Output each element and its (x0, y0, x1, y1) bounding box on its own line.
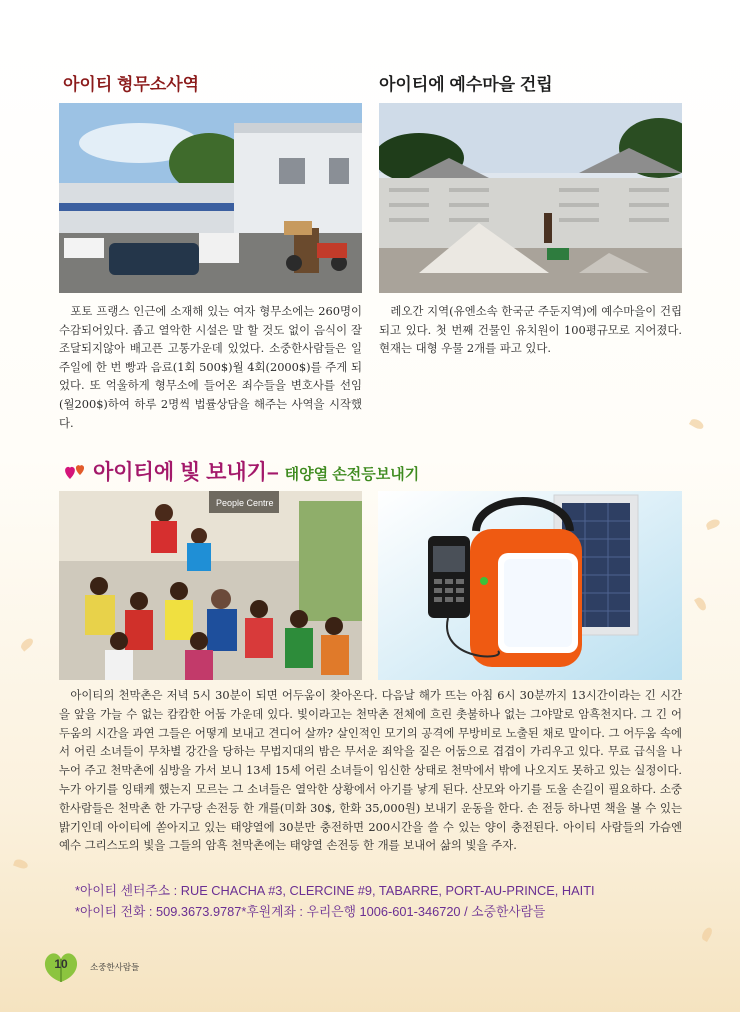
village-section-title: 아이티에 예수마을 건립 (379, 75, 553, 94)
light-section-text: 아이티의 천막촌은 저녁 5시 30분이 되면 어두움이 찾아온다. 다음날 해가 뜨는 아침 6시 30분까지 13시간이라는 긴 시간을 앞을 가늘 수 없는 캄캄한 어둠 가운데 있다. 빛이라고는 천막촌 전체에 흐린 촛불하나 없는 그야말로 암흑천지다. 그 긴 어두움의 시간을 과연 그들은 어떻게 보내고 견디어 살까? 살인적인 모기의 공격에 무방비로 노출된 채로 말이다. 그 어두움 속에서 어린 소녀들이 무차별 강간을 당하는 무법지대의 밤은 무서운 죄악을 짙은 어둠으로 겹겹이 가리우고 있다. 무료 급식을 나누어 주고 천막촌에 심방을 가서 보니 13세 15세 어린 소녀들이 임신한 상태로 천막에서 밖에 나오지도 못하고 있는 실정이다. 누가 아기를 잉태케 했는지 모르는 그 소녀들은 열악한 상황에서 아기를 낳게 된다. 산모와 아기를 도울 손길이 필요하다. 소중한사람들은 천막촌 한 가구당 손전등 한 개를(미화 30$, 한화 35,000원) 보내기 운동을 한다. 손 전등 하나면 책을 볼 수 있는 밝기인데 아이티에 쏟아지고 있는 태양열에 30분만 충전하면 200시간을 쓸 수 있는 양이 충전된다. 아이티 사람들의 가슴엔 예수 그리스도의 빛을 그들의 암흑 천막촌에는 태양열 손전등 한 개를 보내어 삶의 빛을 주자. (59, 688, 682, 853)
page-footer (40, 950, 139, 984)
light-section-title: 아이티에 빛 보내기– (93, 461, 279, 484)
contact-address: *아이티 센터주소 : RUE CHACHA #3, CLERCINE #9, TABARRE, PORT-AU-PRINCE, HAITI (75, 883, 595, 898)
leaf-icon (40, 950, 82, 984)
people-centre-sign: People Centre (216, 498, 274, 508)
prison-section-text: 포토 프랭스 인근에 소재해 있는 여자 형무소에는 260명이 수감되어있다. 좁고 열악한 시설은 말 할 것도 없이 음식이 잘 조달되지않아 배고픈 고통가운데 있었다. 소중한사람들은 일주일에 한 번 빵과 음료(1회 500$)월 4회(2000$)를 주게 되었다. 또 억울하게 형무소에 들어온 죄수들을 변호사를 선임(월200$)하여 하루 2명씩 법률상담을 해주는 사역을 시작했다. (59, 304, 362, 430)
solar-lantern-photo (378, 491, 682, 680)
contact-phone-account: *아이티 전화 : 509.3673.9787*후원계좌 : 우리은행 1006-601-346720 / 소중한사람들 (75, 904, 546, 919)
prison-section-title: 아이티 형무소사역 (63, 75, 200, 94)
village-photo (379, 103, 682, 293)
children-photo (59, 491, 362, 680)
prison-photo (59, 103, 362, 293)
light-section-subtitle: 태양열 손전등보내기 (284, 466, 420, 483)
light-section-heading (63, 456, 419, 486)
village-section-text: 레오간 지역(유엔소속 한국군 주둔지역)에 예수마을이 건립되고 있다. 첫 번째 건물인 유치원이 100평규모로 지어졌다. 현재는 대형 우물 2개를 파고 있다. (379, 304, 682, 356)
publication-name: 소중한사람들 (90, 962, 140, 972)
hearts-icon (63, 461, 87, 481)
page-number: 10 (54, 957, 68, 971)
